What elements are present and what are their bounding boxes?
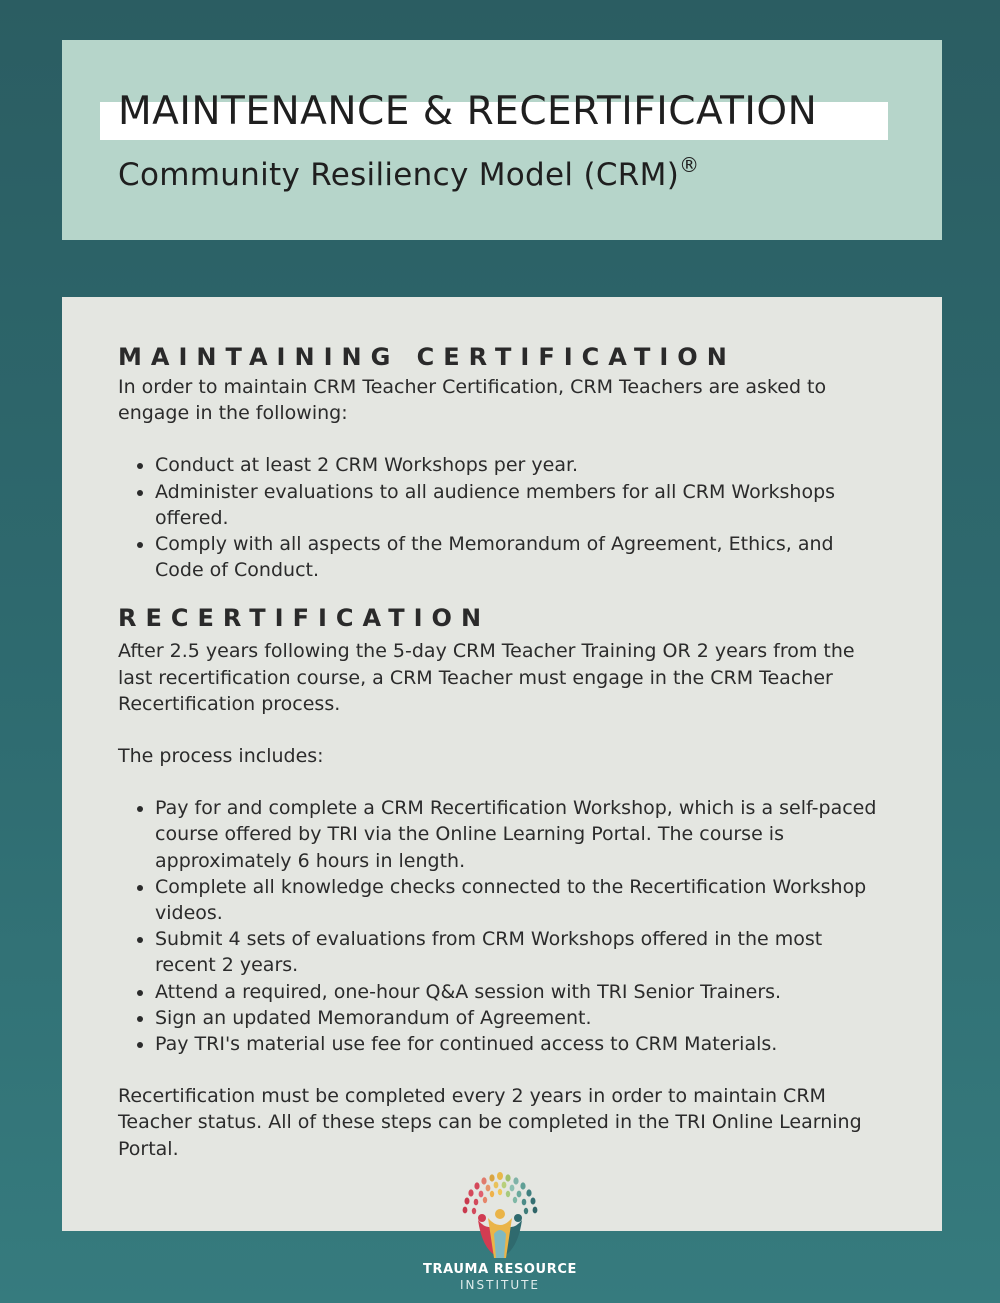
subtitle-text: Community Resiliency Model (CRM) [118, 157, 680, 193]
list-item: • Submit 4 sets of evaluations from CRM Workshops offered in the most recent 2 years. [155, 926, 888, 978]
list-item: • Sign an updated Memorandum of Agreement. [155, 1005, 888, 1031]
spacer [118, 426, 888, 452]
logo-subtext: INSTITUTE [459, 1278, 541, 1292]
page-subtitle [118, 145, 699, 195]
list-item: • Complete all knowledge checks connected to the Recertification Workshop videos. [155, 874, 888, 926]
registered-mark: ® [679, 153, 700, 177]
recertification-closing: Recertification must be completed every 2 years in order to maintain CRM Teacher status. All of these steps can be completed in the TRI Online Learning Portal. [118, 1085, 862, 1160]
tri-logo [420, 1168, 580, 1298]
spacer [118, 717, 888, 743]
spacer [118, 769, 888, 795]
list-item: • Conduct at least 2 CRM Workshops per year. [155, 452, 888, 478]
recertification-list [118, 795, 888, 1057]
list-item: • Comply with all aspects of the Memorandum of Agreement, Ethics, and Code of Conduct. [155, 531, 888, 583]
logo-name: TRAUMA RESOURCE [423, 1262, 577, 1277]
spacer [118, 1057, 888, 1083]
maintaining-list [118, 452, 888, 583]
page-title: MAINTENANCE & RECERTIFICATION [118, 89, 818, 134]
content-body [118, 340, 888, 1162]
maintaining-heading: MAINTAINING CERTIFICATION [118, 343, 736, 371]
list-item: • Pay for and complete a CRM Recertification Workshop, which is a self-paced course offered by TRI via the Online Learning Portal. The course is approximately 6 hours in length. [155, 795, 888, 874]
recertification-heading: RECERTIFICATION [118, 604, 491, 633]
list-item: • Administer evaluations to all audience members for all CRM Workshops offered. [155, 479, 888, 531]
recertification-intro: After 2.5 years following the 5-day CRM Teacher Training OR 2 years from the last recertification course, a CRM Teacher must engage in the CRM Teacher Recertification process. [118, 640, 855, 715]
process-label: The process includes: [118, 745, 324, 768]
list-item: • Attend a required, one-hour Q&A session with TRI Senior Trainers. [155, 979, 888, 1005]
header-card [62, 40, 942, 240]
tree-people-logo-icon [420, 1168, 580, 1263]
list-item: • Pay TRI's material use fee for continued access to CRM Materials. [155, 1031, 888, 1057]
maintaining-intro: In order to maintain CRM Teacher Certification, CRM Teachers are asked to engage in the following: [118, 376, 827, 425]
